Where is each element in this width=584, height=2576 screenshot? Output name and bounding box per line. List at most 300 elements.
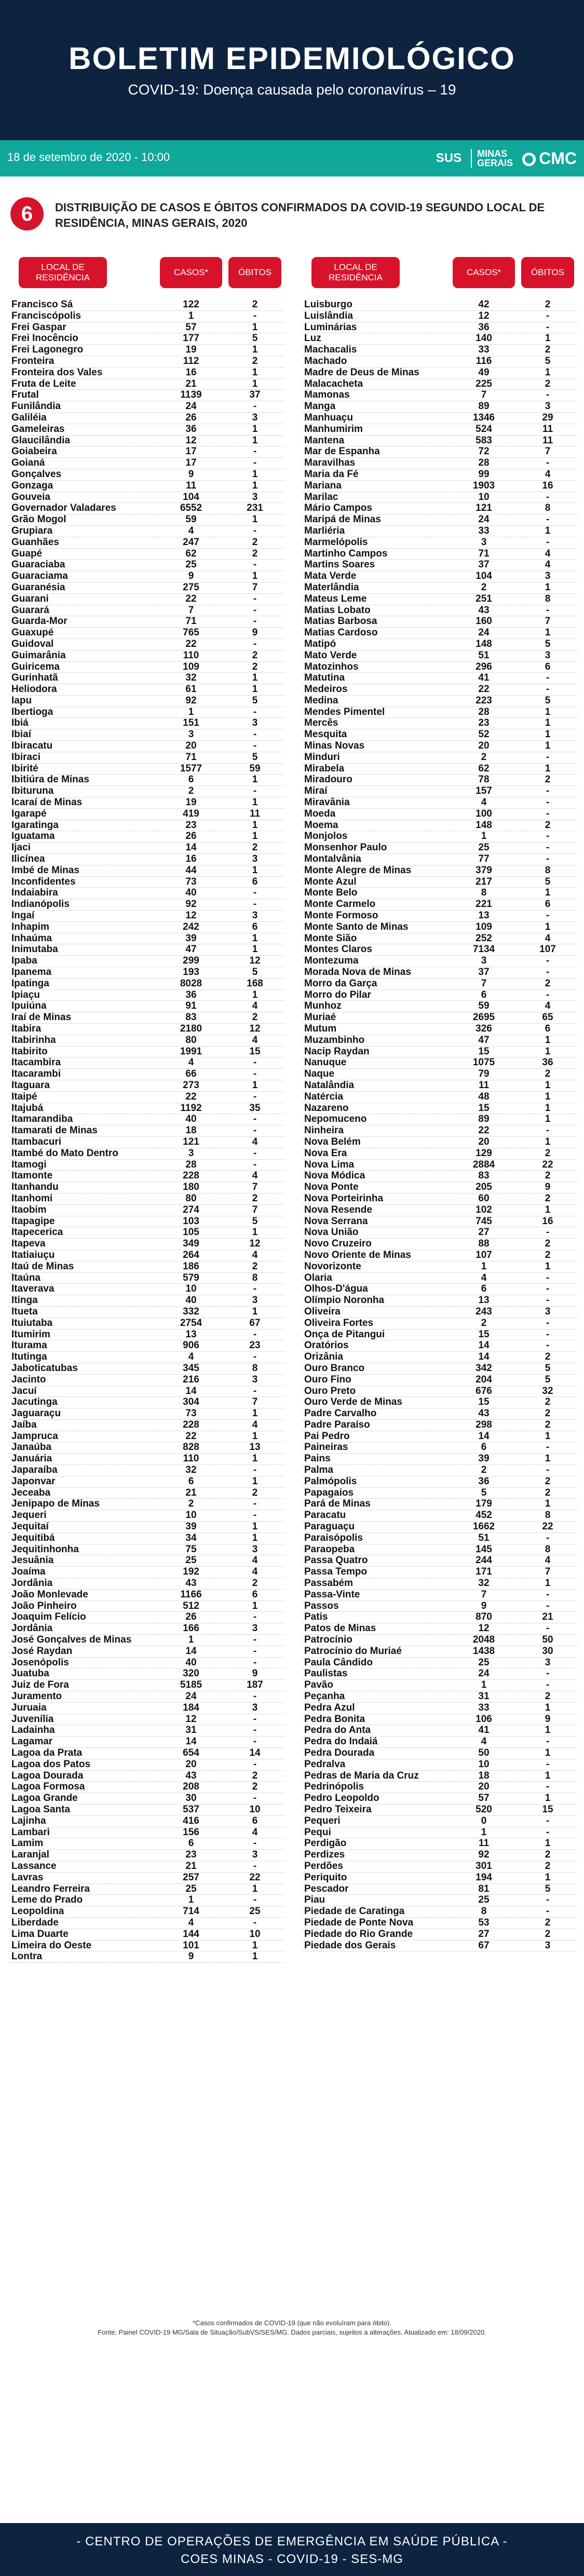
table-row xyxy=(302,979,577,990)
municipality-name: Juvenília xyxy=(11,1713,54,1725)
table-row xyxy=(9,1205,284,1216)
cases-count: 62 xyxy=(478,763,490,774)
cases-count: 1192 xyxy=(180,1102,202,1114)
deaths-count: - xyxy=(253,887,257,899)
deaths-count: - xyxy=(546,684,550,695)
cases-count: 2180 xyxy=(180,1023,202,1034)
table-row xyxy=(302,1126,577,1137)
cases-count: 27 xyxy=(478,1928,490,1940)
table-row xyxy=(302,390,577,401)
deaths-count: 6 xyxy=(252,1589,258,1600)
cases-count: 43 xyxy=(478,604,490,616)
deaths-count: - xyxy=(253,1091,257,1102)
cases-count: 43 xyxy=(478,1408,490,1419)
table-row xyxy=(9,379,284,390)
deaths-count: 8 xyxy=(252,1362,258,1374)
municipality-name: Guaxupé xyxy=(11,627,54,639)
municipality-name: Pequeri xyxy=(304,1815,341,1826)
table-row xyxy=(9,1126,284,1137)
cases-count: 6 xyxy=(481,1283,487,1295)
municipality-name: José Raydan xyxy=(11,1645,73,1657)
municipality-name: Nacip Raydan xyxy=(304,1046,370,1057)
table-row xyxy=(9,1476,284,1488)
municipality-name: Miravânia xyxy=(304,797,350,808)
deaths-count: 1 xyxy=(545,1034,551,1046)
deaths-count: 4 xyxy=(252,1034,258,1046)
cases-count: 10 xyxy=(478,491,490,503)
deaths-count: - xyxy=(546,1283,550,1295)
cases-count: 61 xyxy=(185,684,197,695)
municipality-name: Nova Era xyxy=(304,1147,347,1159)
municipality-name: Patis xyxy=(304,1611,328,1623)
table-row xyxy=(9,1861,284,1873)
deaths-count: 5 xyxy=(545,695,551,706)
deaths-count: 1 xyxy=(545,1091,551,1102)
deaths-count: 1 xyxy=(252,819,258,831)
table-row xyxy=(302,786,577,797)
cases-count: 7 xyxy=(481,978,487,989)
table-row xyxy=(302,1725,577,1737)
table-row xyxy=(302,1069,577,1080)
municipality-name: Perdizes xyxy=(304,1849,345,1861)
cases-count: 41 xyxy=(478,1725,490,1736)
municipality-name: Itambacuri xyxy=(11,1136,62,1147)
table-row xyxy=(302,1035,577,1047)
table-row xyxy=(302,820,577,832)
municipality-name: Manga xyxy=(304,401,336,412)
cases-count: 765 xyxy=(183,627,199,639)
municipality-name: Pedro Leopoldo xyxy=(304,1793,379,1804)
deaths-count: 8 xyxy=(545,1510,551,1521)
cases-count: 30 xyxy=(185,1793,197,1804)
table-row xyxy=(302,1250,577,1262)
minas-gerais-logo-icon xyxy=(471,149,513,168)
municipality-name: Jaíba xyxy=(11,1419,37,1430)
municipality-name: Onça de Pitangui xyxy=(304,1328,385,1340)
cases-count: 36 xyxy=(478,1475,490,1487)
table-row xyxy=(9,718,284,729)
municipality-name: Mendes Pimentel xyxy=(304,706,385,717)
cases-count: 39 xyxy=(185,1521,197,1533)
municipality-name: Monte Carmelo xyxy=(304,899,376,910)
municipality-name: Glaucilândia xyxy=(11,435,70,446)
table-row xyxy=(9,446,284,458)
cases-count: 100 xyxy=(476,808,492,819)
deaths-count: - xyxy=(253,1917,257,1928)
cases-count: 180 xyxy=(183,1182,199,1193)
deaths-count: 1 xyxy=(252,514,258,525)
municipality-name: Lassance xyxy=(11,1860,57,1872)
municipality-name: Pavão xyxy=(304,1679,333,1691)
deaths-count: 2 xyxy=(252,299,258,310)
cases-count: 53 xyxy=(478,1917,490,1928)
cases-count: 1 xyxy=(481,1260,487,1272)
cases-count: 22 xyxy=(185,593,197,604)
municipality-name: Jacinto xyxy=(11,1374,46,1385)
deaths-count: 1 xyxy=(252,367,258,378)
cases-count: 6 xyxy=(188,1838,194,1849)
municipality-name: Galiléia xyxy=(11,412,47,423)
municipality-name: Luisburgo xyxy=(304,299,352,310)
cases-count: 112 xyxy=(183,355,199,367)
table-row xyxy=(9,1544,284,1556)
municipality-name: Guaraciaba xyxy=(11,559,65,571)
deaths-count: 7 xyxy=(545,1566,551,1578)
cases-count: 16 xyxy=(185,853,197,865)
deaths-count: - xyxy=(253,1068,257,1080)
municipality-name: Martinho Campos xyxy=(304,548,388,559)
municipality-name: Matias Cardoso xyxy=(304,627,378,639)
municipality-name: Ibitiúra de Minas xyxy=(11,774,89,785)
cases-count: 28 xyxy=(478,706,490,717)
table-row xyxy=(302,718,577,729)
deaths-count: 2 xyxy=(545,344,551,356)
cases-count: 57 xyxy=(478,1793,490,1804)
municipality-name: Itumirim xyxy=(11,1328,50,1340)
cases-count: 2695 xyxy=(472,1012,495,1023)
municipality-name: Ouro Branco xyxy=(304,1362,365,1374)
deaths-count: 9 xyxy=(252,627,258,639)
deaths-count: 16 xyxy=(542,1215,553,1227)
deaths-count: - xyxy=(253,638,257,649)
table-row xyxy=(9,639,284,650)
cases-count: 9 xyxy=(188,571,194,582)
deaths-count: 2 xyxy=(545,1238,551,1250)
municipality-name: Jaguaraçu xyxy=(11,1408,61,1419)
logos xyxy=(436,146,577,170)
municipality-name: Ijaci xyxy=(11,842,31,853)
municipality-name: Fronteira xyxy=(11,355,55,367)
cases-count: 10 xyxy=(185,1283,197,1295)
table-row xyxy=(302,1442,577,1454)
table-row xyxy=(9,1703,284,1714)
municipality-name: Itabira xyxy=(11,1023,42,1034)
cases-count: 184 xyxy=(183,1702,199,1713)
cases-count: 13 xyxy=(478,910,490,921)
table-row xyxy=(9,322,284,334)
municipality-name: Patos de Minas xyxy=(304,1623,376,1634)
deaths-count: - xyxy=(546,514,550,525)
table-row xyxy=(9,1239,284,1250)
cases-count: 1 xyxy=(188,1894,194,1906)
cases-count: 3 xyxy=(188,729,194,740)
municipality-name: Pedro Teixeira xyxy=(304,1804,372,1815)
deaths-count: 8 xyxy=(545,593,551,604)
municipality-name: Jequeri xyxy=(11,1510,47,1521)
deaths-count: 1 xyxy=(252,1453,258,1465)
municipality-name: Natalândia xyxy=(304,1079,355,1091)
deaths-count: 1 xyxy=(252,1883,258,1894)
table-row xyxy=(302,514,577,526)
deaths-count: 1 xyxy=(545,1793,551,1804)
deaths-count: 3 xyxy=(252,1295,258,1306)
cases-count: 20 xyxy=(478,740,490,752)
deaths-count: 4 xyxy=(545,1000,551,1012)
table-row xyxy=(302,775,577,786)
deaths-count: 3 xyxy=(545,649,551,661)
cases-count: 78 xyxy=(478,774,490,785)
table-row xyxy=(9,854,284,865)
cases-count: 221 xyxy=(476,899,492,910)
deaths-count: 2 xyxy=(545,1691,551,1702)
deaths-count: 9 xyxy=(252,1668,258,1679)
deaths-count: 1 xyxy=(252,944,258,955)
cases-count: 22 xyxy=(185,1091,197,1102)
cases-count: 579 xyxy=(183,1272,199,1283)
table-row xyxy=(9,1352,284,1363)
municipality-name: Nova Porteirinha xyxy=(304,1192,384,1204)
cases-count: 1438 xyxy=(472,1645,495,1657)
deaths-count: - xyxy=(253,1657,257,1668)
cases-count: 1577 xyxy=(180,763,202,774)
cases-count: 18 xyxy=(478,1770,490,1781)
municipality-name: Pedra do Indaiá xyxy=(304,1736,378,1747)
cases-count: 80 xyxy=(185,1192,197,1204)
table-row xyxy=(9,1318,284,1330)
deaths-count: 4 xyxy=(545,468,551,480)
deaths-count: - xyxy=(546,1894,550,1906)
deaths-count: - xyxy=(253,1147,257,1159)
cases-count: 1 xyxy=(481,1826,487,1838)
cases-count: 11 xyxy=(185,480,197,491)
municipality-name: Ipatinga xyxy=(11,978,49,989)
header-place: LOCAL DE RESIDÊNCIA xyxy=(311,257,400,288)
cases-count: 102 xyxy=(476,1204,492,1215)
table-row xyxy=(302,1658,577,1669)
cases-count: 7134 xyxy=(472,944,495,955)
deaths-count: 1 xyxy=(545,729,551,740)
municipality-name: Passos xyxy=(304,1600,339,1611)
deaths-count: 1 xyxy=(252,571,258,582)
deaths-count: 2 xyxy=(252,1578,258,1589)
municipality-name: Lagoa Formosa xyxy=(11,1781,85,1793)
cases-count: 6 xyxy=(481,1442,487,1453)
cases-count: 28 xyxy=(478,457,490,469)
deaths-count: - xyxy=(253,1351,257,1363)
deaths-count: 1 xyxy=(545,333,551,344)
cases-count: 3 xyxy=(481,955,487,967)
municipality-name: Guarani xyxy=(11,593,49,604)
cases-count: 21 xyxy=(185,378,197,389)
municipality-name: Marmelópolis xyxy=(304,536,368,548)
cases-count: 49 xyxy=(478,367,490,378)
municipality-name: Francisco Sá xyxy=(11,299,73,310)
cases-count: 23 xyxy=(478,717,490,729)
municipality-name: Olímpio Noronha xyxy=(304,1295,385,1306)
municipality-name: Ladainha xyxy=(11,1725,55,1736)
table-row xyxy=(302,673,577,684)
cases-count: 109 xyxy=(183,661,199,672)
cases-count: 129 xyxy=(476,1147,492,1159)
deaths-count: 30 xyxy=(542,1645,553,1657)
deaths-count: 5 xyxy=(252,1215,258,1227)
deaths-count: 2 xyxy=(545,1249,551,1260)
municipality-name: Mantena xyxy=(304,435,345,446)
deaths-count: 21 xyxy=(542,1611,553,1623)
cases-count: 37 xyxy=(478,967,490,978)
municipality-name: Itambé do Mato Dentro xyxy=(11,1147,118,1159)
table-row xyxy=(302,424,577,436)
cases-count: 121 xyxy=(183,1136,199,1147)
deaths-count: - xyxy=(546,1465,550,1476)
table-row xyxy=(302,752,577,764)
table-row xyxy=(302,311,577,322)
deaths-count: 8 xyxy=(545,864,551,876)
table-row xyxy=(302,899,577,911)
table-row xyxy=(9,1691,284,1703)
table-row xyxy=(302,1906,577,1918)
table-row xyxy=(302,1340,577,1352)
deaths-count: - xyxy=(546,536,550,548)
municipality-name: Ingaí xyxy=(11,910,35,921)
municipality-name: Luz xyxy=(304,333,321,344)
cases-count: 110 xyxy=(183,1453,199,1465)
table-row xyxy=(302,990,577,1001)
cases-count: 34 xyxy=(185,1532,197,1543)
table-row xyxy=(302,1544,577,1556)
deaths-count: 2 xyxy=(545,1192,551,1204)
cases-count: 906 xyxy=(183,1340,199,1351)
cases-count: 103 xyxy=(183,1215,199,1227)
cases-count: 2 xyxy=(481,1317,487,1328)
table-row xyxy=(9,1431,284,1443)
deaths-count: 4 xyxy=(252,1170,258,1182)
table-body-right xyxy=(302,300,577,1951)
deaths-count: 2 xyxy=(252,1781,258,1793)
cmc-ring-icon xyxy=(522,153,536,166)
table-row xyxy=(302,650,577,662)
table-row xyxy=(302,1012,577,1024)
municipality-name: Nanuque xyxy=(304,1057,347,1068)
municipality-name: Peçanha xyxy=(304,1691,345,1702)
deaths-count: - xyxy=(546,321,550,333)
municipality-name: Indianópolis xyxy=(11,899,70,910)
table-row xyxy=(9,1816,284,1827)
cases-count: 23 xyxy=(185,1849,197,1861)
deaths-count: - xyxy=(546,831,550,842)
cases-count: 208 xyxy=(183,1781,199,1793)
municipality-name: Medeiros xyxy=(304,684,348,695)
municipality-name: Lagoa Santa xyxy=(11,1804,70,1815)
table-row xyxy=(302,1941,577,1952)
cases-count: 4 xyxy=(188,1057,194,1068)
deaths-count: - xyxy=(546,1227,550,1238)
cases-count: 299 xyxy=(183,955,199,967)
cases-count: 18 xyxy=(185,1125,197,1136)
cases-count: 25 xyxy=(185,1883,197,1894)
table-row xyxy=(302,1239,577,1250)
deaths-count: 231 xyxy=(247,503,263,514)
cases-count: 583 xyxy=(476,435,492,446)
deaths-count: 1 xyxy=(545,1260,551,1272)
table-row xyxy=(302,1330,577,1341)
municipality-name: Pará de Minas xyxy=(304,1498,371,1510)
cases-count: 26 xyxy=(185,412,197,423)
municipality-name: Iraí de Minas xyxy=(11,1012,72,1023)
cases-count: 22 xyxy=(478,684,490,695)
section-number-badge: 6 xyxy=(10,197,44,231)
table-row xyxy=(9,311,284,322)
table-row xyxy=(302,1623,577,1635)
deaths-count: 3 xyxy=(252,1374,258,1385)
municipality-name: Jampruca xyxy=(11,1430,58,1442)
cases-count: 99 xyxy=(478,468,490,480)
municipality-name: João Pinheiro xyxy=(11,1600,77,1611)
cases-count: 26 xyxy=(185,1611,197,1623)
cases-count: 24 xyxy=(185,401,197,412)
table-row xyxy=(302,1137,577,1148)
deaths-count: 3 xyxy=(252,491,258,503)
deaths-count: - xyxy=(546,604,550,616)
deaths-count: - xyxy=(253,604,257,616)
table-row xyxy=(9,1465,284,1476)
deaths-count: 2 xyxy=(545,1917,551,1928)
municipality-name: Miradouro xyxy=(304,774,352,785)
deaths-count: - xyxy=(253,1498,257,1510)
deaths-count: 4 xyxy=(545,1555,551,1566)
deaths-count: - xyxy=(546,310,550,321)
cases-count: 8028 xyxy=(180,978,202,989)
cases-count: 121 xyxy=(476,503,492,514)
cases-count: 22 xyxy=(478,1125,490,1136)
municipality-name: Maria da Fé xyxy=(304,468,359,480)
table-row xyxy=(9,1725,284,1737)
cases-count: 205 xyxy=(476,1182,492,1193)
cases-count: 72 xyxy=(478,446,490,457)
municipality-name: Grupiara xyxy=(11,525,53,536)
table-row xyxy=(9,1035,284,1047)
deaths-count: 2 xyxy=(252,842,258,853)
municipality-name: Olhos-D'água xyxy=(304,1283,368,1295)
municipality-name: Ouro Fino xyxy=(304,1374,351,1385)
cases-count: 40 xyxy=(185,887,197,899)
municipality-name: Munhoz xyxy=(304,1000,342,1012)
cases-count: 1 xyxy=(481,1679,487,1691)
deaths-count: - xyxy=(546,1317,550,1328)
table-row xyxy=(9,1262,284,1273)
municipality-name: Nova Ponte xyxy=(304,1182,359,1193)
cases-count: 193 xyxy=(183,967,199,978)
cases-count: 14 xyxy=(185,1645,197,1657)
municipality-name: Heliodora xyxy=(11,684,57,695)
table-row xyxy=(302,1262,577,1273)
deaths-count: 1 xyxy=(545,740,551,752)
table-row xyxy=(302,1375,577,1386)
table-row xyxy=(9,616,284,628)
table-row xyxy=(9,492,284,504)
municipality-name: Padre Paraíso xyxy=(304,1419,370,1430)
municipality-name: Guiricema xyxy=(11,661,60,672)
municipality-name: Goiabeira xyxy=(11,446,57,457)
table-row xyxy=(302,1646,577,1658)
deaths-count: 16 xyxy=(542,480,553,491)
table-row xyxy=(302,1431,577,1443)
cases-count: 179 xyxy=(476,1498,492,1510)
municipality-name: Imbé de Minas xyxy=(11,864,79,876)
table-row xyxy=(302,1295,577,1307)
municipality-name: Itamarati de Minas xyxy=(11,1125,98,1136)
deaths-count: 9 xyxy=(545,1713,551,1725)
municipality-name: Montes Claros xyxy=(304,944,372,955)
deaths-count: - xyxy=(253,457,257,469)
deaths-count: - xyxy=(546,1125,550,1136)
table-row xyxy=(302,707,577,718)
municipality-name: Mata Verde xyxy=(304,571,357,582)
deaths-count: 2 xyxy=(545,978,551,989)
municipality-name: Periquito xyxy=(304,1872,347,1883)
municipality-name: Olaria xyxy=(304,1272,332,1283)
municipality-name: Mirabela xyxy=(304,763,345,774)
